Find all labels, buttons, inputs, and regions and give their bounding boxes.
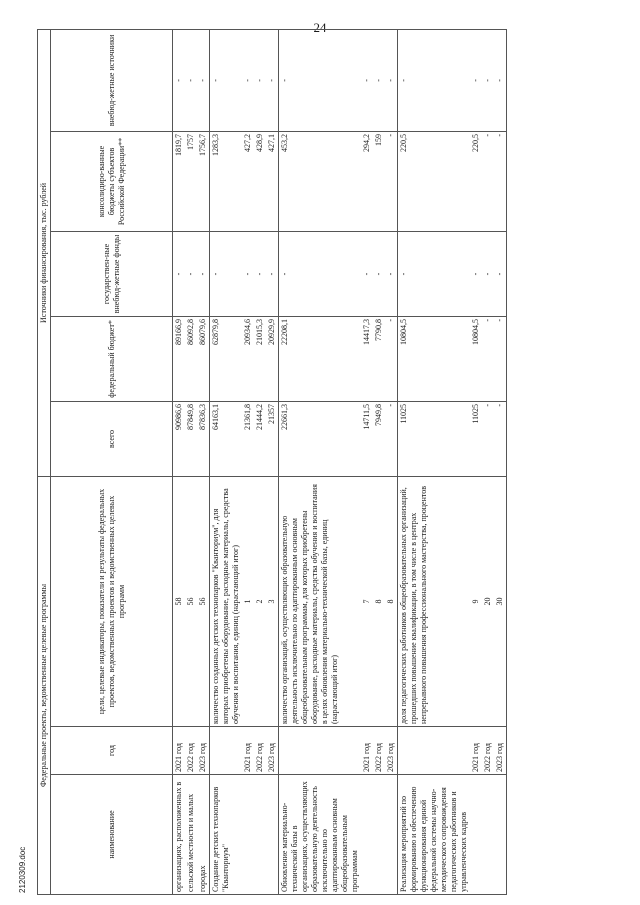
cell-name bbox=[266, 775, 279, 895]
cell-total: 22661,3 bbox=[279, 401, 362, 476]
cell-state: - bbox=[398, 231, 471, 316]
cell-regional: 453,2 bbox=[279, 131, 362, 231]
cell-offbudget: - bbox=[398, 29, 471, 131]
table-row bbox=[210, 29, 243, 894]
cell-state: - bbox=[279, 231, 362, 316]
cell-name bbox=[385, 775, 398, 895]
cell-federal: 21015,3 bbox=[254, 316, 266, 401]
table-row bbox=[470, 29, 482, 894]
cell-year: 2023 год bbox=[197, 727, 210, 775]
cell-federal: 7790,8 bbox=[373, 316, 385, 401]
funding-table bbox=[37, 29, 507, 895]
cell-regional: - bbox=[385, 131, 398, 231]
cell-name: городах bbox=[197, 775, 210, 895]
cell-total: 87836,3 bbox=[197, 401, 210, 476]
cell-total: 7949,8 bbox=[373, 401, 385, 476]
cell-goals: 8 bbox=[385, 476, 398, 726]
col-header-regional: консолидиро-ванные бюджеты субъектов Российской Федерации** bbox=[51, 131, 173, 231]
cell-regional: 427,2 bbox=[242, 131, 254, 231]
cell-state: - bbox=[185, 231, 197, 316]
cell-offbudget: - bbox=[185, 29, 197, 131]
cell-federal: 86092,8 bbox=[185, 316, 197, 401]
cell-offbudget: - bbox=[173, 29, 186, 131]
cell-state: - bbox=[482, 231, 494, 316]
page-number: 24 bbox=[313, 20, 327, 35]
cell-goals: 8 bbox=[373, 476, 385, 726]
rotated-table-wrapper bbox=[37, 30, 597, 895]
cell-offbudget: - bbox=[482, 29, 494, 131]
cell-federal: 62879,8 bbox=[210, 316, 243, 401]
cell-name bbox=[470, 775, 482, 895]
cell-federal: - bbox=[494, 316, 507, 401]
cell-federal: - bbox=[385, 316, 398, 401]
col-header-offbudget: внебюд-жетные источники bbox=[51, 29, 173, 131]
table-row bbox=[197, 29, 210, 894]
group-header-projects: Федеральные проекты, ведомственные целевые программы bbox=[38, 476, 51, 894]
cell-state: - bbox=[254, 231, 266, 316]
cell-year: 2021 год bbox=[361, 727, 373, 775]
cell-year: 2022 год bbox=[254, 727, 266, 775]
cell-federal: 20929,9 bbox=[266, 316, 279, 401]
cell-offbudget: - bbox=[254, 29, 266, 131]
cell-state: - bbox=[385, 231, 398, 316]
cell-name: Создание детских технопарков "Кванториум" bbox=[210, 775, 243, 895]
cell-regional: 1283,3 bbox=[210, 131, 243, 231]
cell-regional: 294,2 bbox=[361, 131, 373, 231]
cell-state: - bbox=[266, 231, 279, 316]
cell-goals: 2 bbox=[254, 476, 266, 726]
cell-total: 21357 bbox=[266, 401, 279, 476]
table-row bbox=[385, 29, 398, 894]
cell-total: 21361,8 bbox=[242, 401, 254, 476]
col-header-name: наименование bbox=[51, 775, 173, 895]
table-row bbox=[482, 29, 494, 894]
table-row bbox=[361, 29, 373, 894]
cell-year: 2023 год bbox=[494, 727, 507, 775]
cell-name: организациях, расположенных в bbox=[173, 775, 186, 895]
cell-regional: 428,9 bbox=[254, 131, 266, 231]
cell-goals: 56 bbox=[185, 476, 197, 726]
cell-year: 2021 год bbox=[173, 727, 186, 775]
table-row bbox=[173, 29, 186, 894]
cell-offbudget: - bbox=[197, 29, 210, 131]
cell-regional: 220,5 bbox=[470, 131, 482, 231]
cell-year: 2023 год bbox=[385, 727, 398, 775]
cell-offbudget: - bbox=[494, 29, 507, 131]
col-header-federal: федеральный бюджет* bbox=[51, 316, 173, 401]
cell-goals: доля педагогических работников общеобразовательных организаций, прошедших повышение квалификации, в том числе в центрах непрерывного повышения профессионального мастерства, процентов bbox=[398, 476, 471, 726]
cell-total: - bbox=[494, 401, 507, 476]
table-row bbox=[494, 29, 507, 894]
cell-goals: 20 bbox=[482, 476, 494, 726]
cell-year: 2022 год bbox=[185, 727, 197, 775]
cell-state: - bbox=[173, 231, 186, 316]
cell-regional: 1756,7 bbox=[197, 131, 210, 231]
cell-total: 11025 bbox=[470, 401, 482, 476]
cell-regional: 159 bbox=[373, 131, 385, 231]
cell-state: - bbox=[494, 231, 507, 316]
cell-goals: 7 bbox=[361, 476, 373, 726]
col-header-total: всего bbox=[51, 401, 173, 476]
col-header-goals: цели, целевые индикаторы, показатели и результаты федеральных проектов, ведомственных проектов и ведомственных целевых программ bbox=[51, 476, 173, 726]
cell-state: - bbox=[361, 231, 373, 316]
cell-state: - bbox=[197, 231, 210, 316]
cell-year bbox=[398, 727, 471, 775]
cell-year bbox=[210, 727, 243, 775]
cell-offbudget: - bbox=[373, 29, 385, 131]
cell-goals: 1 bbox=[242, 476, 254, 726]
cell-name bbox=[482, 775, 494, 895]
cell-name bbox=[242, 775, 254, 895]
table-row bbox=[398, 29, 471, 894]
cell-federal: 86079,6 bbox=[197, 316, 210, 401]
cell-year bbox=[279, 727, 362, 775]
cell-name: сельской местности и малых bbox=[185, 775, 197, 895]
cell-name: Обновление материально-технической базы в организациях, осуществляющих образовательную деятельность исключительно по адаптированным основным общеобразовательным программам bbox=[279, 775, 362, 895]
cell-total: 21444,2 bbox=[254, 401, 266, 476]
table-row bbox=[242, 29, 254, 894]
cell-name: Реализация мероприятий по формированию и обеспечению функционирования единой федеральной системы научно-методического сопровождения педагогических работников и управленческих кадров bbox=[398, 775, 471, 895]
cell-total: 14711,5 bbox=[361, 401, 373, 476]
cell-goals: 56 bbox=[197, 476, 210, 726]
table-row bbox=[373, 29, 385, 894]
cell-federal: - bbox=[482, 316, 494, 401]
cell-year: 2021 год bbox=[470, 727, 482, 775]
table-row bbox=[254, 29, 266, 894]
cell-offbudget: - bbox=[279, 29, 362, 131]
cell-state: - bbox=[210, 231, 243, 316]
col-header-offbudget-state: государствен-ные внебюд-жетные фонды bbox=[51, 231, 173, 316]
cell-goals: 3 bbox=[266, 476, 279, 726]
cell-total: 64163,1 bbox=[210, 401, 243, 476]
group-header-funding: Источники финансирования, тыс. рублей bbox=[38, 29, 51, 476]
cell-regional: 1757 bbox=[185, 131, 197, 231]
cell-total: - bbox=[385, 401, 398, 476]
cell-federal: 89166,9 bbox=[173, 316, 186, 401]
cell-offbudget: - bbox=[385, 29, 398, 131]
cell-offbudget: - bbox=[361, 29, 373, 131]
table-row bbox=[266, 29, 279, 894]
cell-offbudget: - bbox=[242, 29, 254, 131]
cell-name bbox=[373, 775, 385, 895]
cell-goals: 30 bbox=[494, 476, 507, 726]
cell-total: 90986,6 bbox=[173, 401, 186, 476]
cell-federal: 22208,1 bbox=[279, 316, 362, 401]
cell-year: 2021 год bbox=[242, 727, 254, 775]
table-row bbox=[279, 29, 362, 894]
cell-total: - bbox=[482, 401, 494, 476]
cell-year: 2023 год bbox=[266, 727, 279, 775]
cell-state: - bbox=[373, 231, 385, 316]
cell-regional: - bbox=[494, 131, 507, 231]
col-header-year: год bbox=[51, 727, 173, 775]
table-container bbox=[37, 30, 597, 895]
cell-goals: 9 bbox=[470, 476, 482, 726]
cell-regional: 427,1 bbox=[266, 131, 279, 231]
cell-total: 11025 bbox=[398, 401, 471, 476]
table-row bbox=[185, 29, 197, 894]
cell-offbudget: - bbox=[210, 29, 243, 131]
cell-offbudget: - bbox=[470, 29, 482, 131]
cell-goals: количество организаций, осуществляющих образовательную деятельность исключительно по адаптированным основным общеобразовательным программам, для которых приобретены оборудование, расходные материалы, средства обучения и воспитания в целях обновления материально-технической базы, единиц (нарастающий итог) bbox=[279, 476, 362, 726]
cell-year: 2022 год bbox=[373, 727, 385, 775]
cell-name bbox=[254, 775, 266, 895]
cell-federal: 20934,6 bbox=[242, 316, 254, 401]
document-id: 2120309.doc bbox=[18, 846, 27, 893]
cell-year: 2022 год bbox=[482, 727, 494, 775]
cell-name bbox=[494, 775, 507, 895]
cell-name bbox=[361, 775, 373, 895]
cell-regional: 1819,7 bbox=[173, 131, 186, 231]
cell-regional: - bbox=[482, 131, 494, 231]
cell-federal: 10804,5 bbox=[470, 316, 482, 401]
cell-federal: 14417,3 bbox=[361, 316, 373, 401]
cell-state: - bbox=[242, 231, 254, 316]
cell-state: - bbox=[470, 231, 482, 316]
cell-federal: 10804,5 bbox=[398, 316, 471, 401]
cell-offbudget: - bbox=[266, 29, 279, 131]
cell-goals: 58 bbox=[173, 476, 186, 726]
cell-regional: 220,5 bbox=[398, 131, 471, 231]
cell-total: 87849,8 bbox=[185, 401, 197, 476]
cell-goals: количество созданных детских технопарков "Кванториум", для которых приобретены оборудование, расходные материалы, средства обучения и воспитания, единиц (нарастающий итог) bbox=[210, 476, 243, 726]
